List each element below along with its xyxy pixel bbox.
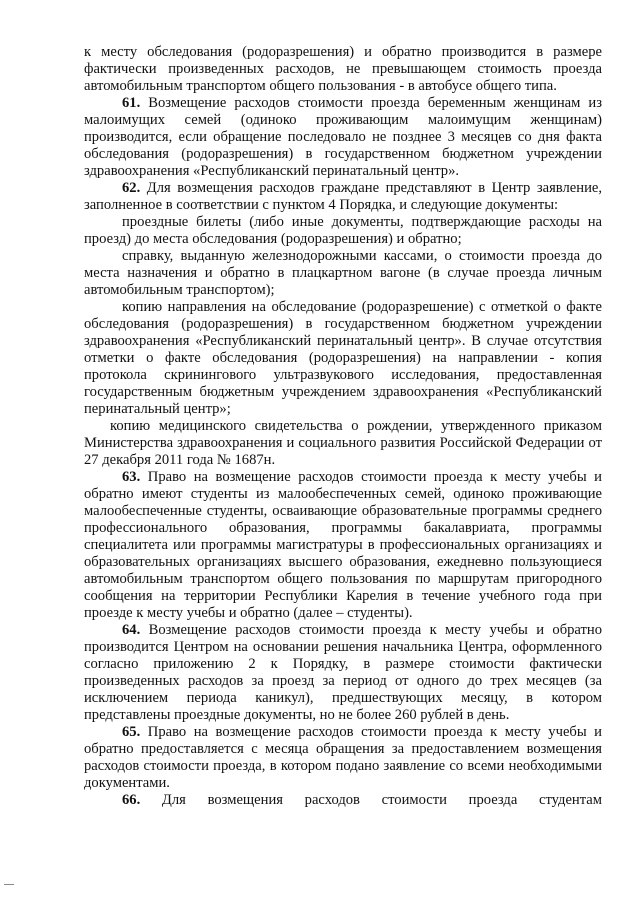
paragraph-text: Для возмещения расходов стоимости проезда студентам: [140, 792, 602, 808]
paragraph-number: 64.: [122, 622, 141, 638]
paragraph-text: проездные билеты (либо иные документы, подтверждающие расходы на проезд) до места обследования (родоразрешения) и обратно;: [84, 214, 602, 247]
paragraph-text: копию направления на обследование (родоразрешение) с отметкой о факте обследования (родоразрешения) в государственном бюджетном учреждении здравоохранения «Республиканский перинатальный центр». В случае отсутствия отметки о факте обследования (родоразрешения) на направлении - копия протокола скринингового ультразвукового исследования, предоставленная государственным бюджетным учреждением здравоохранения «Республиканский перинатальный центр»;: [84, 299, 602, 417]
document-body: [84, 44, 602, 809]
paragraph-number: 62.: [122, 180, 141, 196]
paragraph-text: к месту обследования (родоразрешения) и обратно производится в размере фактически произведенных расходов, не превышающем стоимость проезда автомобильным транспортом общего пользования - в автобусе общего типа.: [84, 44, 602, 94]
paragraph-text: Право на возмещение расходов стоимости проезда к месту учебы и обратно имеют студенты из малообеспеченных семей, одиноко проживающие малообеспеченные студенты, осваивающие образовательные программы среднего профессионального образования, программы бакалавриата, программы специалитета или программы магистратуры в профессиональных организациях и образовательных организациях высшего образования, ежедневно пользующиеся автомобильным транспортом общего пользования по маршрутам пригородного сообщения на территории Республики Карелия в течение учебного года при проезде к месту учебы и обратно (далее – студенты).: [84, 469, 602, 621]
paragraph-number: 66.: [122, 792, 141, 808]
list-item-tickets: [84, 214, 602, 248]
paragraph-65: [84, 724, 602, 792]
paragraph-number: 61.: [122, 95, 141, 111]
paragraph-text: Для возмещения расходов граждане представляют в Центр заявление, заполненное в соответствии с пунктом 4 Порядка, и следующие документы:: [84, 180, 602, 213]
paragraph-61: [84, 95, 602, 180]
paragraph-number: 65.: [122, 724, 141, 740]
paragraph-64: [84, 622, 602, 724]
paragraph-63: [84, 469, 602, 622]
paragraph-66: [84, 792, 602, 809]
paragraph-number: 63.: [122, 469, 141, 485]
paragraph-text: Возмещение расходов стоимости проезда к месту учебы и обратно производится Центром на основании решения начальника Центра, оформленного согласно приложению 2 к Порядку, в размере стоимости фактически произведенных расходов за проезд за период от одного до трех месяцев (за исключением периода каникул), предшествующих месяцу, в котором представлены проездные документы, но не более 260 рублей в день.: [84, 622, 602, 723]
paragraph-text: справку, выданную железнодорожными кассами, о стоимости проезда до места назначения и обратно в плацкартном вагоне (в случае проезда личным автомобильным транспортом);: [84, 248, 602, 298]
list-item-birth-certificate: [84, 418, 602, 469]
paragraph-text: Возмещение расходов стоимости проезда беременным женщинам из малоимущих семей (одиноко проживающим малоимущим женщинам) производится, если обращение последовало не позднее 3 месяцев со дня факта обследования (родоразрешения) в государственном бюджетном учреждении здравоохранения «Республиканский перинатальный центр».: [84, 95, 602, 179]
paragraph-text: Право на возмещение расходов стоимости проезда к месту учебы и обратно предоставляется с месяца обращения за предоставлением возмещения расходов стоимости проезда, в котором подано заявление со всеми необходимыми документами.: [84, 724, 602, 791]
paragraph-62: [84, 180, 602, 214]
list-item-railway-certificate: [84, 248, 602, 299]
paragraph-continuation: [84, 44, 602, 95]
list-item-referral-copy: [84, 299, 602, 418]
paragraph-text: копию медицинского свидетельства о рождении, утвержденного приказом Министерства здравоохранения и социального развития Российской Федерации от 27 декабря 2011 года № 1687н.: [84, 418, 602, 468]
scan-edge-mark: [4, 884, 14, 885]
